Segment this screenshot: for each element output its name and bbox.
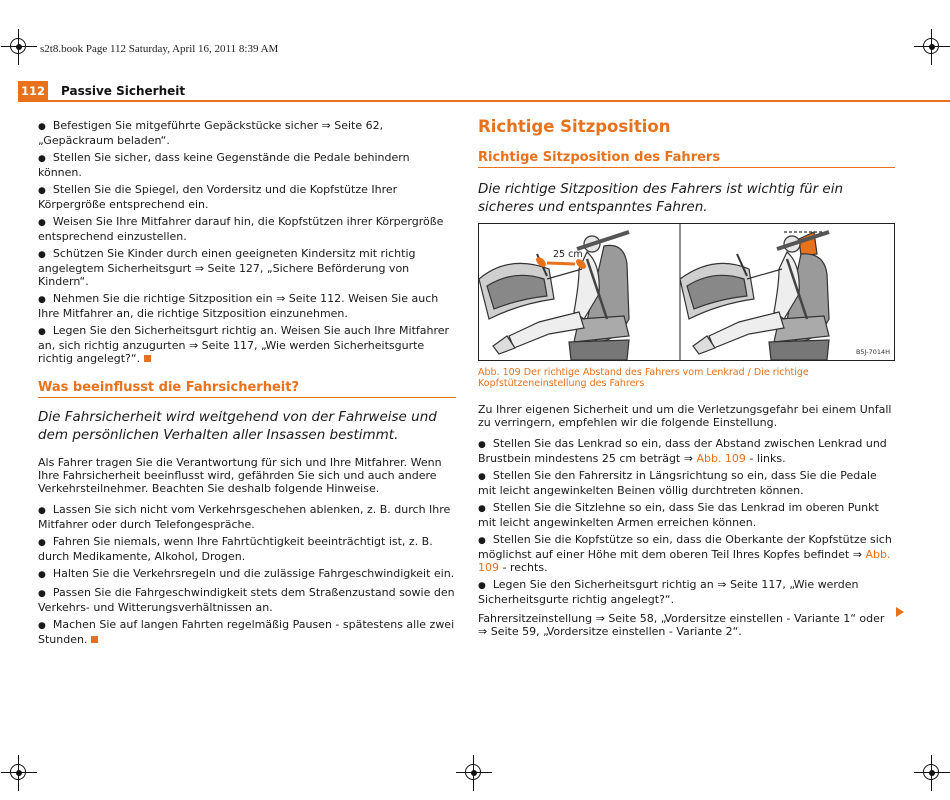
bullet-item [478, 533, 895, 574]
bullet-item: ● Passen Sie die Fahrgeschwindigkeit stets dem Straßenzustand sowie den Verkehrs- und Witterungsverhältnissen an. [38, 586, 456, 614]
right-subheading: Richtige Sitzposition des Fahrers [478, 151, 895, 168]
crop-mark-icon [456, 755, 492, 791]
bullet-item: ● Stellen Sie die Spiegel, den Vordersitz und die Kopfstütze Ihrer Körpergröße entsprechend ein. [38, 183, 456, 211]
bullet-item-last [38, 618, 456, 646]
footer-line: ⇒ Seite 59, „Vordersitze einstellen - Variante 2“. [478, 625, 742, 638]
bullet-item: ● Schützen Sie Kinder durch einen geeigneten Kindersitz mit richtig angelegtem Sicherheitsgurt ⇒ Seite 127, „Sichere Beförderung von Kindern“. [38, 247, 456, 288]
bullet-text: Stellen Sie die Kopfstütze so ein, dass die Oberkante der Kopfstütze sich möglichst auf einer Höhe mit dem oberen Teil Ihres Kopfes befindet ⇒ [478, 533, 892, 561]
left-paragraph: Als Fahrer tragen Sie die Verantwortung für sich und Ihre Mitfahrer. Wenn Ihre Fahrsicherheit beeinflusst wird, gefährden Sie sich und auch andere Verkehrsteilnehmer. Beachten Sie deshalb folgende Hinweise. [38, 456, 442, 495]
figure-link[interactable]: Abb. 109 [478, 548, 891, 574]
right-lead: Die richtige Sitzposition des Fahrers ist wichtig für ein sicheres und entspanntes Fahren. [478, 181, 844, 215]
page-number: 112 [18, 81, 48, 101]
crop-mark-icon [1, 29, 37, 65]
bullet-item: ● Stellen Sie den Fahrersitz in Längsrichtung so ein, dass Sie die Pedale mit leicht angewinkelten Beinen völlig durchtreten können. [478, 469, 895, 497]
bullet-text: Stellen Sie das Lenkrad so ein, dass der Abstand zwischen Lenkrad und Brustbein mindestens 25 cm beträgt ⇒ [478, 437, 887, 465]
left-column [38, 119, 456, 650]
crop-mark-icon [1, 755, 37, 791]
figure-code: B5J-7014H [855, 348, 890, 356]
bullet-item: ● Stellen Sie sicher, dass keine Gegenstände die Pedale behindern können. [38, 151, 456, 179]
section-title: Passive Sicherheit [61, 84, 186, 98]
footer-line: Fahrersitzeinstellung ⇒ Seite 58, „Vordersitze einstellen - Variante 1“ oder [478, 612, 885, 625]
end-mark-icon [144, 355, 151, 362]
bullet-text: - links. [745, 452, 786, 465]
header-rule [18, 100, 950, 102]
right-header [478, 151, 895, 220]
bullet-item: ● Legen Sie den Sicherheitsgurt richtig an ⇒ Seite 117, „Wie werden Sicherheitsgurte richtig angelegt?“. [478, 578, 895, 606]
continue-arrow-icon [896, 607, 904, 617]
right-intro: Zu Ihrer eigenen Sicherheit und um die Verletzungsgefahr bei einem Unfall zu verringern, empfehlen wir die folgende Einstellung. [478, 403, 892, 429]
figure-link[interactable]: Abb. 109 [696, 452, 746, 465]
bullet-item: ● Fahren Sie niemals, wenn Ihre Fahrtüchtigkeit beeinträchtigt ist, z. B. durch Medikamente, Alkohol, Drogen. [38, 535, 456, 563]
figure-caption: Abb. 109 Der richtige Abstand des Fahrers vom Lenkrad / Die richtige Kopfstützeneinstellung des Fahrers [478, 367, 809, 389]
bullet-text: ● Machen Sie auf langen Fahrten regelmäßig Pausen - spätestens alle zwei Stunden. [38, 618, 454, 646]
bullet-text: - rechts. [499, 561, 548, 574]
crop-mark-icon [914, 755, 950, 791]
bullet-item [478, 437, 895, 465]
right-panel-driver [680, 232, 829, 360]
bullet-item: ● Nehmen Sie die richtige Sitzposition ein ⇒ Seite 112. Weisen Sie auch Ihre Mitfahrer an, die richtige Sitzposition einzunehmen. [38, 292, 456, 320]
bullet-item-last [38, 324, 456, 365]
print-slug: s2t8.book Page 112 Saturday, April 16, 2011 8:39 AM [40, 43, 279, 55]
bullet-item: ● Halten Sie die Verkehrsregeln und die zulässige Fahrgeschwindigkeit ein. [38, 567, 456, 582]
bullet-item: ● Weisen Sie Ihre Mitfahrer darauf hin, die Kopfstützen ihrer Körpergröße entsprechend einzustellen. [38, 215, 456, 243]
left-heading: Was beeinflusst die Fahrsicherheit? [38, 381, 456, 398]
end-mark-icon [91, 636, 98, 643]
main-title: Richtige Sitzposition [478, 117, 671, 136]
distance-label: 25 cm [553, 249, 583, 260]
seat-illustration [479, 224, 894, 360]
bullet-item: ● Stellen Sie die Sitzlehne so ein, dass Sie das Lenkrad im oberen Punkt mit leicht angewinkelten Armen erreichen können. [478, 501, 895, 529]
seat-position-figure [478, 223, 895, 361]
left-lead: Die Fahrsicherheit wird weitgehend von der Fahrweise und dem persönlichen Verhalten aller Insassen bestimmt. [38, 409, 437, 443]
crop-mark-icon [914, 29, 950, 65]
right-column [478, 403, 895, 642]
bullet-item: ● Befestigen Sie mitgeführte Gepäckstücke sicher ⇒ Seite 62, „Gepäckraum beladen“. [38, 119, 456, 147]
bullet-item: ● Lassen Sie sich nicht vom Verkehrsgeschehen ablenken, z. B. durch Ihre Mitfahrer oder durch Telefongespräche. [38, 503, 456, 531]
bullet-text: ● Legen Sie den Sicherheitsgurt richtig an. Weisen Sie auch Ihre Mitfahrer an, sich richtig anzugurten ⇒ Seite 117, „Wie werden Sicherheitsgurte richtig angelegt?“. [38, 324, 449, 365]
